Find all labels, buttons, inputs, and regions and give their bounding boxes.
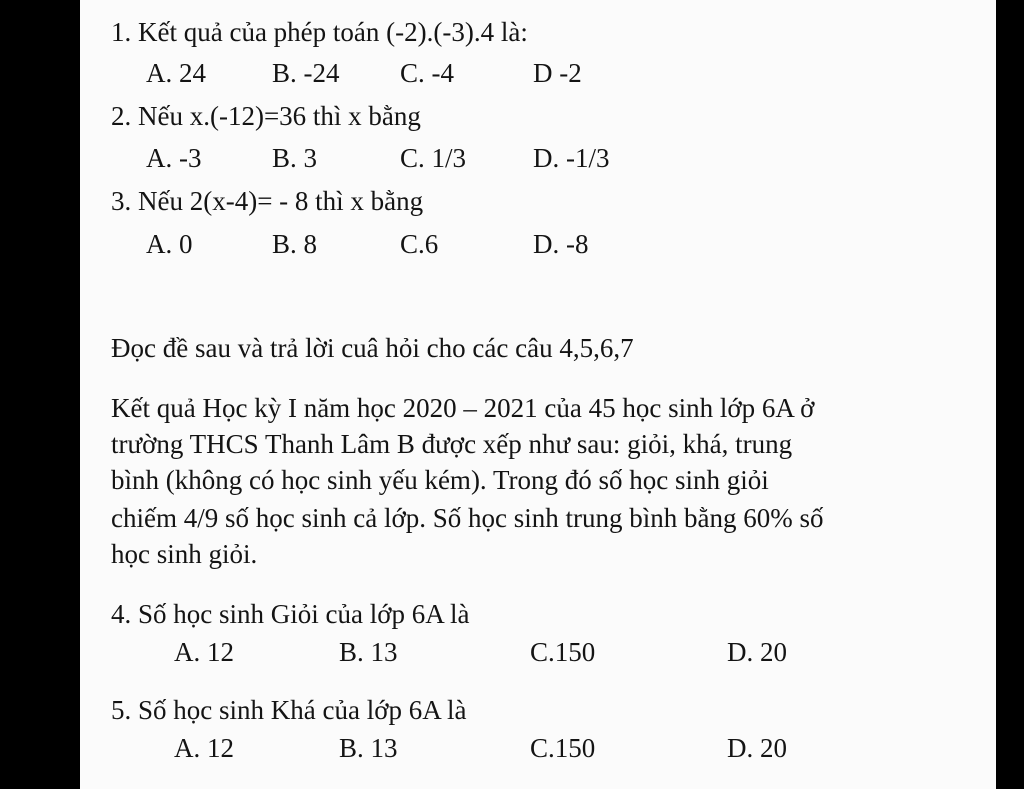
question-5-option-c: C.150 <box>530 733 596 763</box>
question-5-option-b: B. 13 <box>339 733 398 763</box>
question-4-option-b: B. 13 <box>339 637 398 667</box>
question-4-option-d: D. 20 <box>727 637 787 667</box>
question-3-option-d: D. -8 <box>533 229 589 259</box>
question-4-option-a: A. 12 <box>174 637 234 667</box>
question-3-option-a: A. 0 <box>146 229 193 259</box>
question-1-option-b: B. -24 <box>272 58 340 88</box>
question-2-stem: 2. Nếu x.(-12)=36 thì x bằng <box>111 101 421 131</box>
question-3-option-c: C.6 <box>400 229 439 259</box>
question-4-option-c: C.150 <box>530 637 596 667</box>
question-5-option-a: A. 12 <box>174 733 234 763</box>
question-2-option-c: C. 1/3 <box>400 143 467 173</box>
question-2-option-d: D. -1/3 <box>533 143 610 173</box>
question-3-option-b: B. 8 <box>272 229 318 259</box>
passage-line: chiếm 4/9 số học sinh cả lớp. Số học sinh trung bình bằng 60% số <box>111 503 824 533</box>
question-1-stem: 1. Kết quả của phép toán (-2).(-3).4 là: <box>111 17 528 47</box>
passage-line: Kết quả Học kỳ I năm học 2020 – 2021 của 45 học sinh lớp 6A ở <box>111 393 815 423</box>
question-3-stem: 3. Nếu 2(x-4)= - 8 thì x bằng <box>111 186 424 216</box>
question-5-stem: 5. Số học sinh Khá của lớp 6A là <box>111 695 467 725</box>
question-4-stem: 4. Số học sinh Giỏi của lớp 6A là <box>111 599 470 629</box>
question-2-option-b: B. 3 <box>272 143 318 173</box>
passage-line: học sinh giỏi. <box>111 539 258 569</box>
instruction-text: Đọc đề sau và trả lời cuâ hỏi cho các câu 4,5,6,7 <box>111 333 634 363</box>
question-1-option-d: D -2 <box>533 58 582 88</box>
question-2-option-a: A. -3 <box>146 143 202 173</box>
question-1-option-c: C. -4 <box>400 58 454 88</box>
passage-line: trường THCS Thanh Lâm B được xếp như sau: giỏi, khá, trung <box>111 429 793 459</box>
passage-line: bình (không có học sinh yếu kém). Trong đó số học sinh giỏi <box>111 465 769 495</box>
question-1-option-a: A. 24 <box>146 58 206 88</box>
question-5-option-d: D. 20 <box>727 733 787 763</box>
